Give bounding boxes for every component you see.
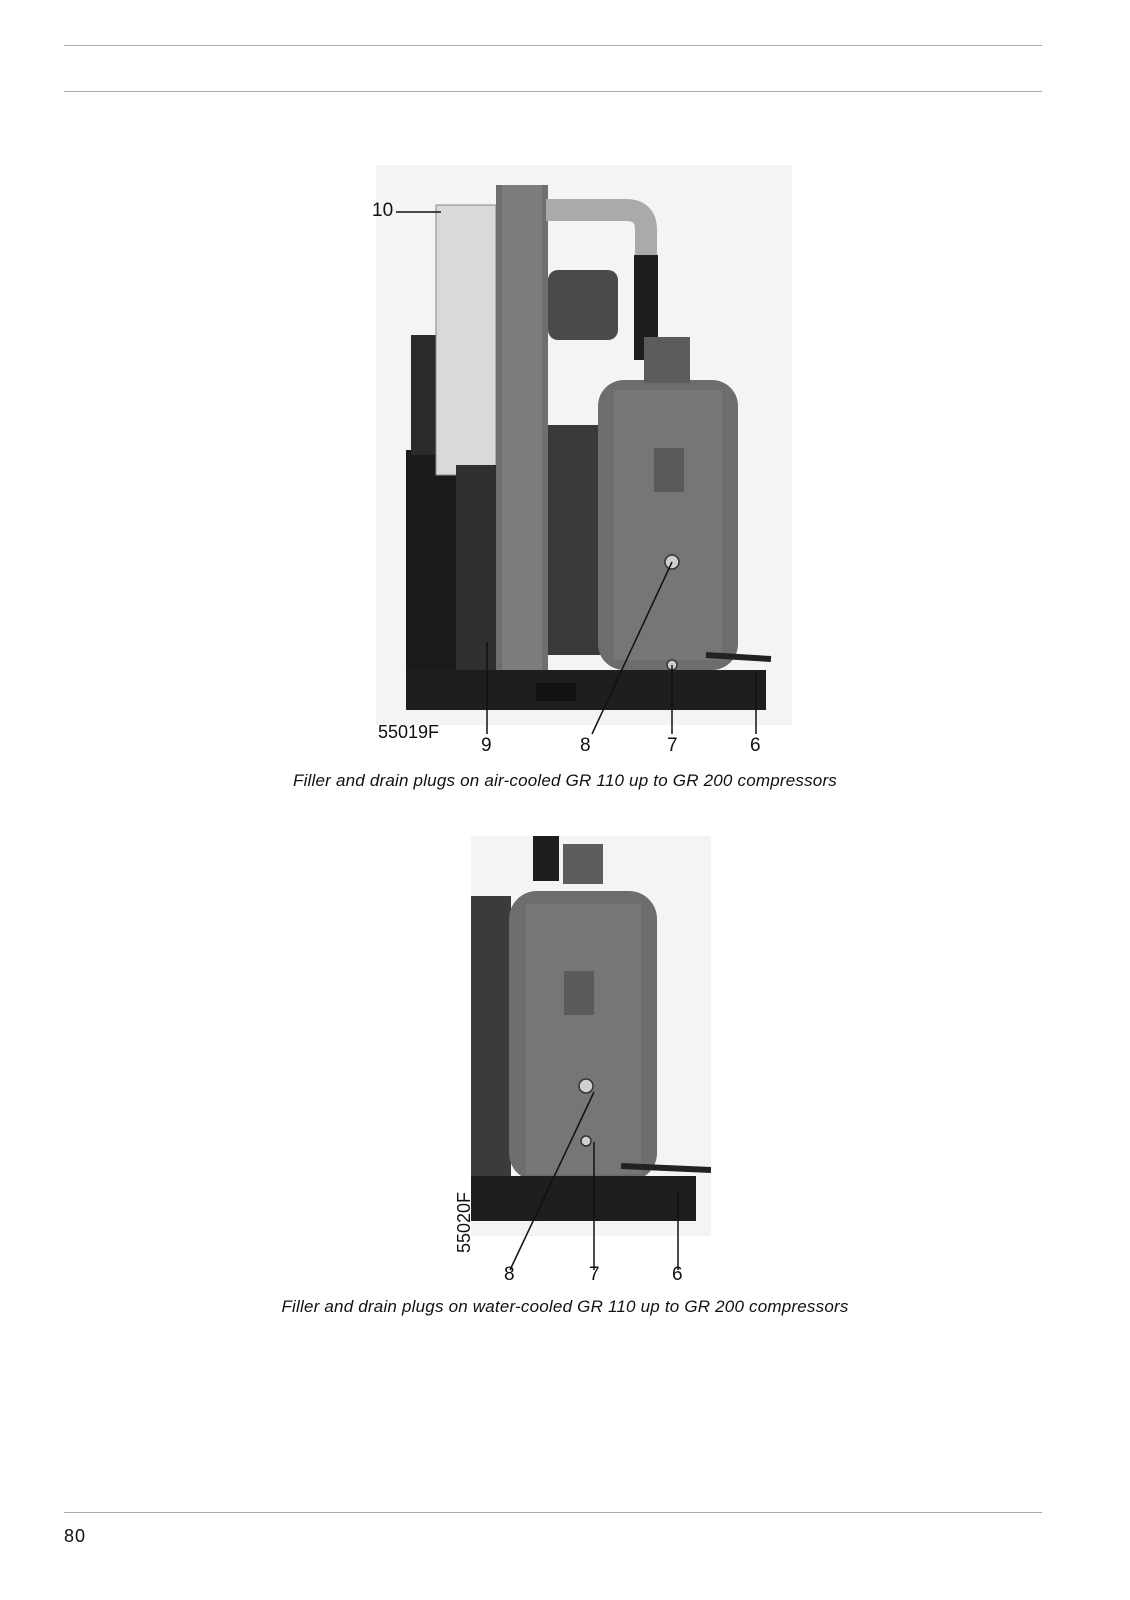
figure1-code: 55019F: [378, 722, 440, 742]
callout-7: 7: [667, 735, 678, 756]
callout-8: 8: [580, 735, 591, 756]
figure2-caption: Filler and drain plugs on water-cooled GR 110 up to GR 200 compressors: [281, 1297, 849, 1316]
callout-9: 9: [481, 735, 492, 756]
figure2-code: 55020F: [454, 1191, 474, 1253]
figure1-caption: Filler and drain plugs on air-cooled GR 110 up to GR 200 compressors: [292, 771, 838, 790]
callout-10: 10: [372, 200, 394, 221]
callout-7b: 7: [589, 1264, 600, 1285]
page-number: 80: [64, 1526, 87, 1546]
callout-6b: 6: [672, 1264, 683, 1285]
callout-8b: 8: [504, 1264, 515, 1285]
callout-6: 6: [750, 735, 761, 756]
footer-rule: [64, 1512, 1042, 1513]
